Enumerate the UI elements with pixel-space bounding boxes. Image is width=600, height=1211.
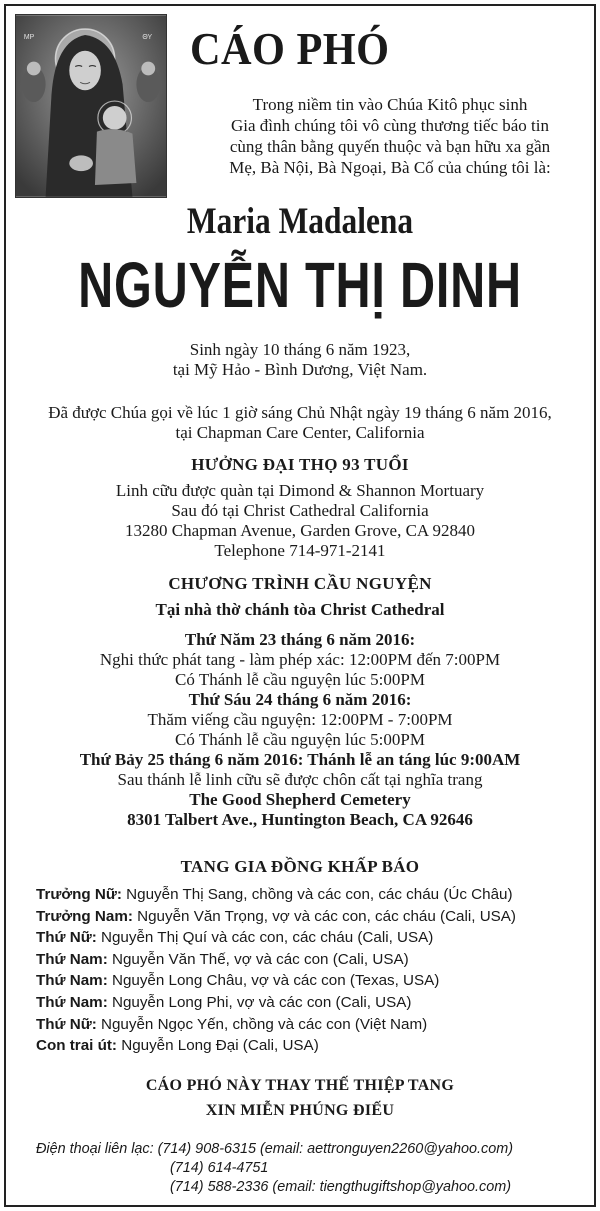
notice-line: XIN MIỄN PHÚNG ĐIẾU — [205, 1102, 395, 1119]
family-member — [36, 884, 596, 906]
religious-icon-image — [15, 14, 167, 198]
schedule-day-title: Thứ Năm 23 tháng 6 năm 2016: — [184, 630, 416, 649]
death-line: Đã được Chúa gọi về lúc 1 giờ sáng Chủ Nhật ngày 19 tháng 6 năm 2016, — [48, 403, 552, 422]
birth-line: tại Mỹ Hảo - Bình Dương, Việt Nam. — [172, 360, 428, 379]
family-role: Trưởng Nam: — [36, 907, 133, 925]
family-heading: TANG GIA ĐỒNG KHẤP BÁO — [180, 857, 420, 876]
contact-phone: (714) 588-2336 (email: tiengthugiftshop@yahoo.com) — [170, 1179, 511, 1195]
family-role: Trưởng Nữ: — [36, 886, 122, 903]
prayer-schedule — [0, 630, 600, 830]
family-text: Nguyễn Long Đại (Cali, USA) — [117, 1037, 319, 1055]
schedule-line: Nghi thức phát tang - làm phép xác: 12:00PM đến 7:00PM — [99, 650, 501, 669]
family-role: Thứ Nam: — [36, 972, 108, 990]
family-role: Con trai út: — [36, 1037, 117, 1055]
cemetery-name: The Good Shepherd Cemetery — [189, 790, 411, 809]
family-text: Nguyễn Long Châu, vợ và các con (Texas, USA) — [107, 972, 440, 990]
deceased-name: NGUYỄN THỊ DINH — [78, 249, 522, 321]
family-role: Thứ Nam: — [36, 993, 108, 1011]
intro-line: Trong niềm tin vào Chúa Kitô phục sinh — [252, 95, 528, 114]
contact-label: Điện thoại liên lạc: — [36, 1141, 154, 1157]
family-member — [36, 1035, 596, 1057]
svg-text:ΘΥ: ΘΥ — [142, 33, 153, 41]
family-text: Nguyễn Văn Trọng, vợ và các con, các cháu (Cali, USA) — [132, 907, 516, 925]
family-role: Thứ Nữ: — [36, 929, 97, 947]
schedule-line: Sau thánh lễ linh cữu sẽ được chôn cất tại nghĩa trang — [117, 770, 483, 789]
schedule-line: Thăm viếng cầu nguyện: 12:00PM - 7:00PM — [147, 710, 453, 729]
family-list — [36, 884, 596, 1057]
intro-line: Gia đình chúng tôi vô cùng thương tiếc báo tin — [230, 116, 549, 135]
birth-line: Sinh ngày 10 tháng 6 năm 1923, — [189, 340, 411, 359]
age-heading: HƯỞNG ĐẠI THỌ 93 TUỔI — [191, 455, 409, 474]
family-role: Thứ Nam: — [36, 950, 108, 968]
family-member — [36, 1014, 596, 1036]
mortuary-line: Telephone 714-971-2141 — [214, 541, 386, 560]
svg-text:ΜΡ: ΜΡ — [23, 33, 35, 41]
intro-line: Mẹ, Bà Nội, Bà Ngoại, Bà Cố của chúng tôi là: — [229, 158, 551, 177]
mortuary-line: Linh cữu được quàn tại Dimond & Shannon Mortuary — [115, 481, 485, 500]
family-text: Nguyễn Thị Quí và các con, các cháu (Cali, USA) — [96, 929, 434, 947]
family-member — [36, 949, 596, 971]
program-location: Tại nhà thờ chánh tòa Christ Cathedral — [155, 600, 445, 619]
mortuary-line: 13280 Chapman Avenue, Garden Grove, CA 92840 — [124, 521, 475, 540]
intro-line: cùng thân bằng quyến thuộc và bạn hữu xa gần — [229, 137, 551, 156]
schedule-day-title: Thứ Bảy 25 tháng 6 năm 2016: Thánh lễ an táng lúc 9:00AM — [79, 750, 521, 769]
family-role: Thứ Nữ: — [36, 1015, 97, 1033]
family-member — [36, 992, 596, 1014]
family-text: Nguyễn Văn Thế, vợ và các con (Cali, USA) — [107, 950, 409, 968]
family-member — [36, 970, 596, 992]
family-text: Nguyễn Ngọc Yến, chồng và các con (Việt Nam) — [96, 1015, 428, 1033]
schedule-line: Có Thánh lễ cầu nguyện lúc 5:00PM — [175, 670, 425, 689]
schedule-line: Có Thánh lễ cầu nguyện lúc 5:00PM — [175, 730, 425, 749]
page-title: CÁO PHÓ — [190, 23, 390, 74]
family-text: Nguyễn Thị Sang, chồng và các con, các cháu (Úc Châu) — [121, 886, 513, 903]
death-line: tại Chapman Care Center, California — [175, 423, 425, 442]
mortuary-line: Sau đó tại Christ Cathedral California — [171, 501, 429, 520]
death-info — [0, 403, 600, 443]
intro-paragraph — [190, 94, 590, 178]
mortuary-info — [0, 481, 600, 561]
cemetery-address: 8301 Talbert Ave., Huntington Beach, CA 92646 — [127, 810, 473, 829]
family-member — [36, 906, 596, 928]
family-text: Nguyễn Long Phi, vợ và các con (Cali, USA) — [107, 993, 412, 1011]
schedule-day-title: Thứ Sáu 24 tháng 6 năm 2016: — [188, 690, 412, 709]
family-member — [36, 927, 596, 949]
contact-info — [36, 1140, 513, 1197]
baptismal-name: Maria Madalena — [186, 201, 414, 242]
birth-info — [0, 340, 600, 380]
notice-line: CÁO PHÓ NÀY THAY THẾ THIỆP TANG — [145, 1077, 455, 1094]
contact-phone: (714) 614-4751 — [170, 1160, 269, 1176]
program-heading: CHƯƠNG TRÌNH CẦU NGUYỆN — [168, 574, 432, 593]
contact-phone: (714) 908-6315 (email: aettronguyen2260@yahoo.com) — [153, 1141, 513, 1157]
